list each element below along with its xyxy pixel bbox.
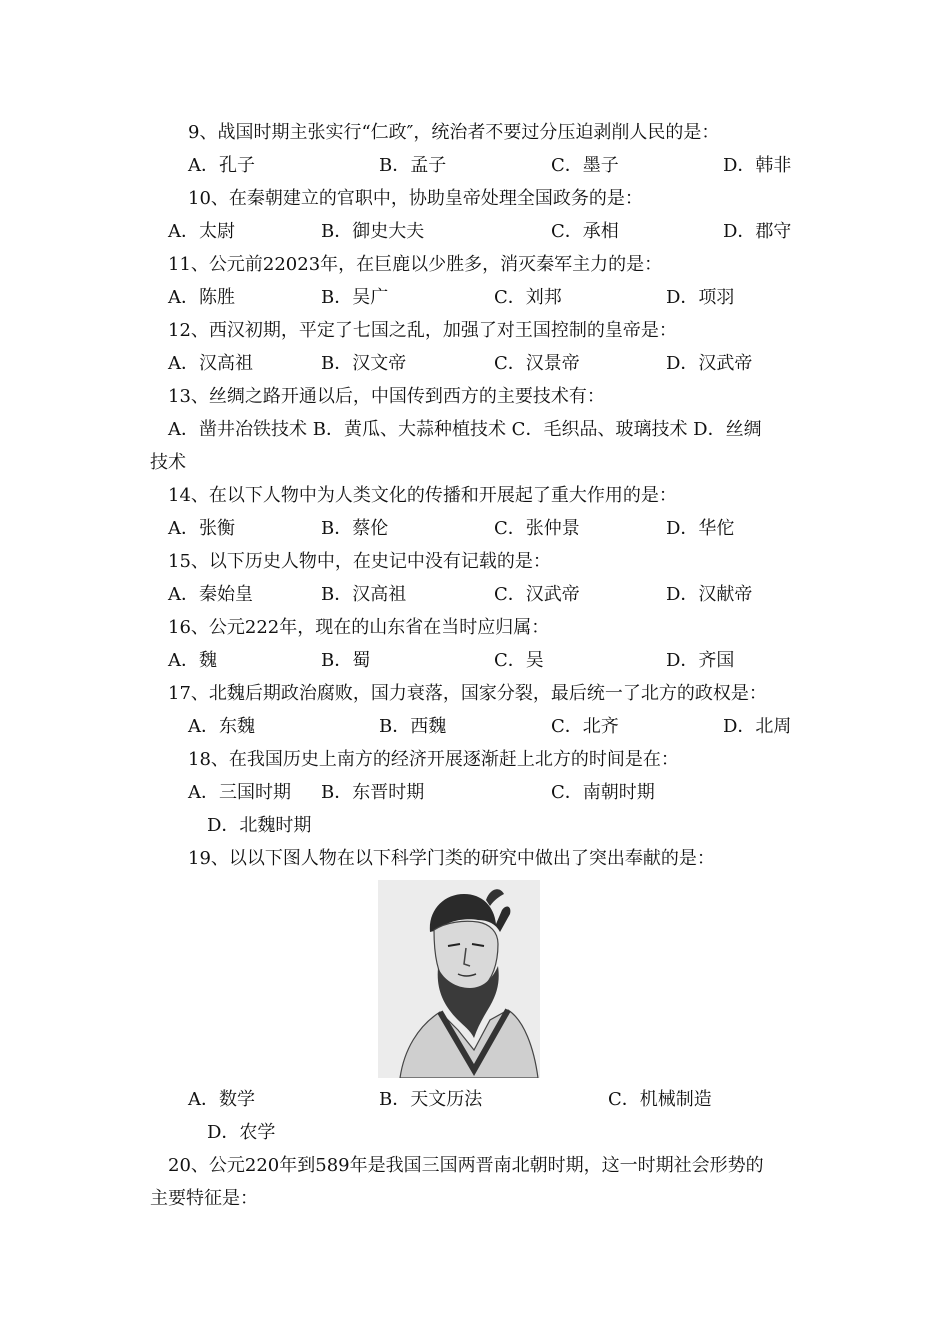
question-11-option-b: B．吴广 (321, 287, 389, 308)
question-9-option-a: A．孔子 (188, 155, 255, 176)
question-17-option-c: C．北齐 (551, 716, 619, 737)
question-19-option-d: D．农学 (207, 1122, 276, 1143)
question-14-option-d: D．华佗 (666, 518, 735, 539)
question-16-option-d: D．齐国 (666, 650, 735, 671)
question-19-option-c: C．机械制造 (608, 1089, 712, 1110)
question-19-option-b: B．天文历法 (379, 1089, 483, 1110)
question-18-option-b: B．东晋时期 (321, 782, 425, 803)
question-11-option-a: A．陈胜 (168, 287, 235, 308)
question-12-option-d: D．汉武帝 (666, 353, 753, 374)
question-12-option-c: C．汉景帝 (494, 353, 580, 374)
question-16-stem: 16、公元222年，现在的山东省在当时应归属： (168, 617, 550, 638)
question-13-options: A．凿井冶铁技术 B．黄瓜、大蒜种植技术 C．毛织品、玻璃技术 D．丝绸 (168, 419, 762, 440)
question-14-option-a: A．张衡 (168, 518, 235, 539)
question-18-option-c: C．南朝时期 (551, 782, 655, 803)
question-13-stem: 13、丝绸之路开通以后，中国传到西方的主要技术有： (168, 386, 605, 407)
question-10-option-d: D．郡守 (723, 221, 792, 242)
question-18-option-a: A．三国时期 (188, 782, 291, 803)
historical-figure-portrait (378, 880, 540, 1078)
question-17-option-b: B．西魏 (379, 716, 447, 737)
question-10-option-b: B．御史大夫 (321, 221, 425, 242)
question-16-option-a: A．魏 (168, 650, 217, 671)
question-15-stem: 15、以下历史人物中，在史记中没有记载的是： (168, 551, 551, 572)
question-10-stem: 10、在秦朝建立的官职中，协助皇帝处理全国政务的是： (188, 188, 643, 209)
question-12-option-a: A．汉高祖 (168, 353, 253, 374)
question-11-option-c: C．刘邦 (494, 287, 562, 308)
question-17-option-d: D．北周 (723, 716, 792, 737)
question-15-option-b: B．汉高祖 (321, 584, 407, 605)
question-20-stem-wrap: 主要特征是： (150, 1188, 258, 1209)
question-15-option-d: D．汉献帝 (666, 584, 753, 605)
question-18-option-d: D．北魏时期 (207, 815, 312, 836)
question-12-option-b: B．汉文帝 (321, 353, 407, 374)
question-16-option-c: C．吴 (494, 650, 544, 671)
question-9-option-c: C．墨子 (551, 155, 619, 176)
question-19-stem: 19、以以下图人物在以下科学门类的研究中做出了突出奉献的是： (188, 848, 715, 869)
question-20-stem: 20、公元220年到589年是我国三国两晋南北朝时期，这一时期社会形势的 (168, 1155, 764, 1176)
question-18-stem: 18、在我国历史上南方的经济开展逐渐赶上北方的时间是在： (188, 749, 679, 770)
question-17-stem: 17、北魏后期政治腐败，国力衰落，国家分裂，最后统一了北方的政权是： (168, 683, 767, 704)
question-12-stem: 12、西汉初期，平定了七国之乱，加强了对王国控制的皇帝是： (168, 320, 677, 341)
question-11-stem: 11、公元前22023年，在巨鹿以少胜多，消灭秦军主力的是： (168, 254, 663, 275)
question-13-options-wrap: 技术 (150, 452, 186, 473)
question-11-option-d: D．项羽 (666, 287, 735, 308)
question-14-option-b: B．蔡伦 (321, 518, 389, 539)
question-19-option-a: A．数学 (188, 1089, 255, 1110)
question-9-option-b: B．孟子 (379, 155, 447, 176)
question-17-option-a: A．东魏 (188, 716, 255, 737)
question-9-stem: 9、战国时期主张实行“仁政″，统治者不要过分压迫剥削人民的是： (188, 122, 720, 143)
question-10-option-a: A．太尉 (168, 221, 235, 242)
question-15-option-a: A．秦始皇 (168, 584, 253, 605)
question-16-option-b: B．蜀 (321, 650, 371, 671)
question-10-option-c: C．承相 (551, 221, 619, 242)
question-9-option-d: D．韩非 (723, 155, 792, 176)
question-14-stem: 14、在以下人物中为人类文化的传播和开展起了重大作用的是： (168, 485, 677, 506)
question-14-option-c: C．张仲景 (494, 518, 580, 539)
question-15-option-c: C．汉武帝 (494, 584, 580, 605)
